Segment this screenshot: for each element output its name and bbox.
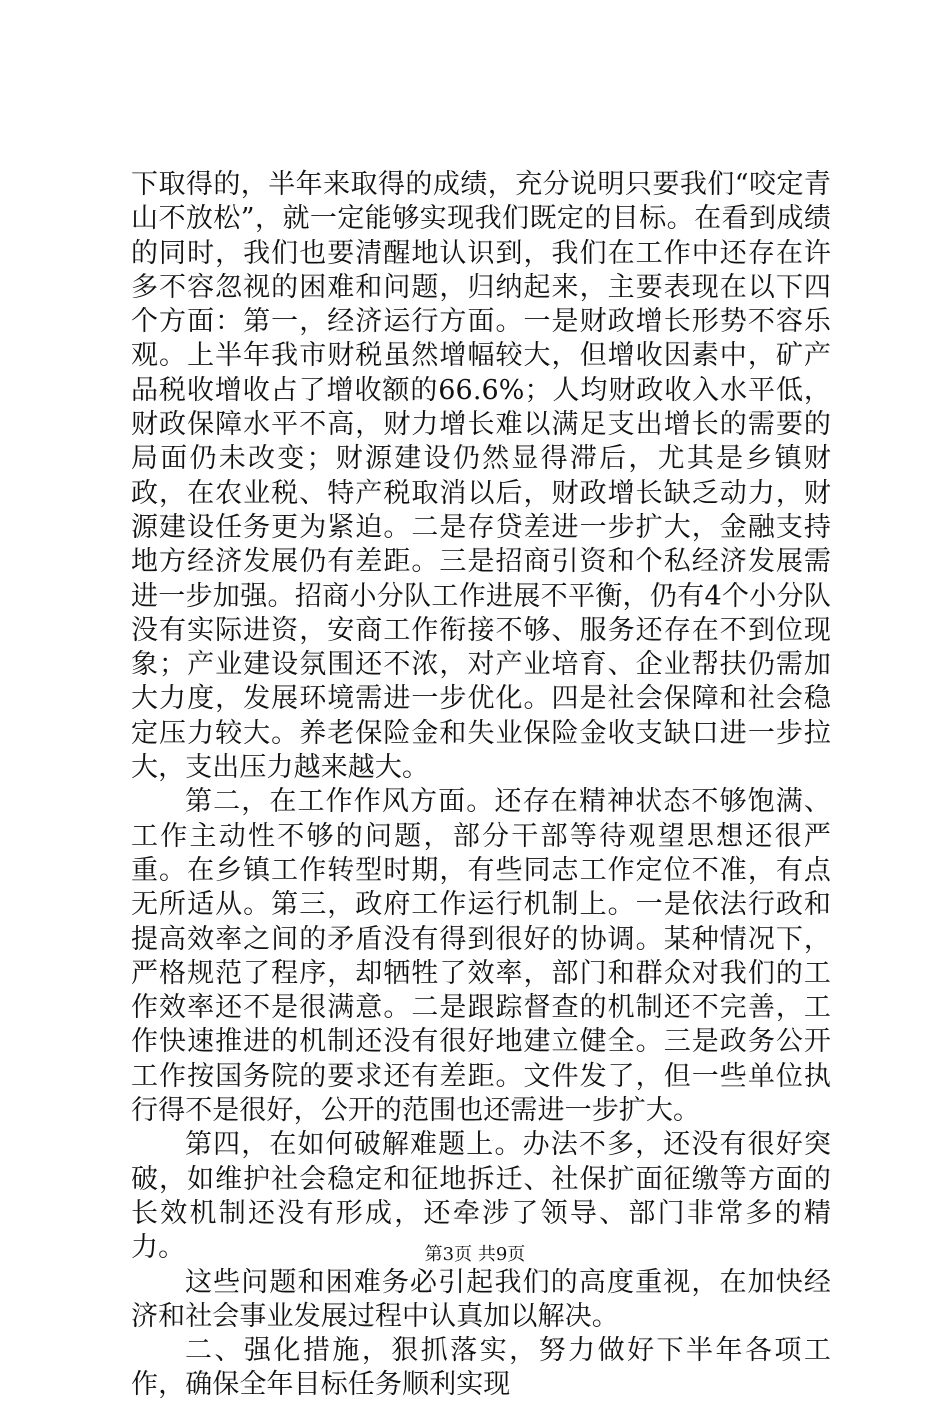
paragraph-work-style: 第二，在工作作风方面。还存在精神状态不够饱满、工作主动性不够的问题，部分干部等待观望思想还很严重。在乡镇工作转型时期，有些同志工作定位不准，有点无所适从。第三，政府工作运行机制上。一是依法行政和提高效率之间的矛盾没有得到很好的协调。某种情况下，严格规范了程序，却牺牲了效率，部门和群众对我们的工作效率还不是很满意。二是跟踪督查的机制还不完善，工作快速推进的机制还没有很好地建立健全。三是政务公开工作按国务院的要求还有差距。文件发了，但一些单位执行得不是很好，公开的范围也还需进一步扩大。 — [131, 786, 831, 1127]
document-body — [131, 168, 831, 1403]
section-heading-measures: 二、强化措施，狠抓落实，努力做好下半年各项工作，确保全年目标任务顺利实现 — [131, 1335, 831, 1401]
paragraph-economic-issues: 下取得的，半年来取得的成绩，充分说明只要我们“咬定青山不放松”，就一定能够实现我们既定的目标。在看到成绩的同时，我们也要清醒地认识到，我们在工作中还存在许多不容忽视的困难和问题，归纳起来，主要表现在以下四个方面：第一，经济运行方面。一是财政增长形势不容乐观。上半年我市财税虽然增幅较大，但增收因素中，矿产品税收增收占了增收额的66.6%；人均财政收入水平低，财政保障水平不高，财力增长难以满足支出增长的需要的局面仍未改变；财源建设仍然显得滞后，尤其是乡镇财政，在农业税、特产税取消以后，财政增长缺乏动力，财源建设任务更为紧迫。二是存贷差进一步扩大，金融支持地方经济发展仍有差距。三是招商引资和个私经济发展需进一步加强。招商小分队工作进展不平衡，仍有4个小分队没有实际进资，安商工作衔接不够、服务还存在不到位现象；产业建设氛围还不浓，对产业培育、企业帮扶仍需加大力度，发展环境需进一步优化。四是社会保障和社会稳定压力较大。养老保险金和失业保险金收支缺口进一步拉大，支出压力越来越大。 — [131, 169, 831, 784]
paragraph-attention: 这些问题和困难务必引起我们的高度重视，在加快经济和社会事业发展过程中认真加以解决。 — [131, 1266, 831, 1332]
page-number-footer: 第3页 共9页 — [424, 1244, 526, 1265]
paragraph-problem-solving: 第四，在如何破解难题上。办法不多，还没有很好突破，如维护社会稳定和征地拆迁、社保扩面征缴等方面的长效机制还没有形成，还牵涉了领导、部门非常多的精力。 — [131, 1129, 831, 1264]
